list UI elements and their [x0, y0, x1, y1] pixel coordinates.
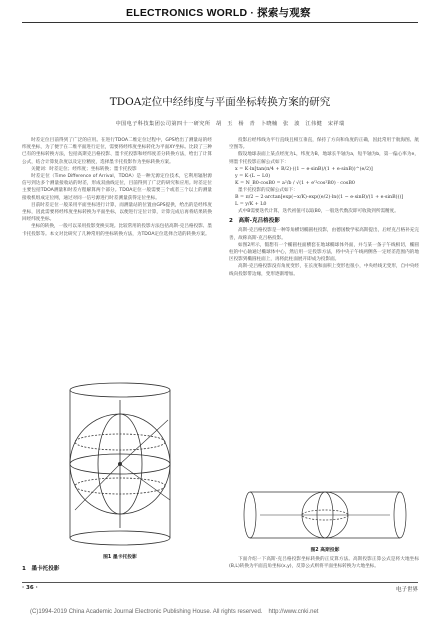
running-title: ELECTRONICS WORLD · 探索与观察 [126, 7, 311, 19]
left-column [22, 137, 212, 238]
body-paragraph: 投影后经纬线为平行直线且相互垂直，保持了方向和角度的正确，因此常用于航海图、航空图等。 [229, 138, 419, 151]
body-paragraph: 目前时差定位一般采用平面坐标进行计算，而测量站的位置由GPS提供，给出的是经纬度坐标，因此需要将经纬度坐标转换为平面坐标，以便进行定位计算，计算完成后再将结果转换回经纬度坐标。 [22, 202, 212, 223]
formula-line: x = K·ln[tan(π/4 + B/2)·((1 − e·sinB)/(1 + e·sinB))^(e/2)] [235, 166, 373, 172]
body-paragraph: 如图2所示，假想有一个椭圆柱面横套在地球椭球体外面，并与某一条子午线相切，椭圆柱的中心轴通过椭球体中心，然后用一定投影方法，将中央子午线两侧各一定经差范围内的地区投影到椭圆柱面上，再将此柱面展开即成为投影面。 [229, 242, 419, 263]
figure-1-caption: 图1 墨卡托投影 [103, 555, 137, 560]
abstract-paragraph: 时差定位目前得到了广泛的应用。在进行TDOA二维定位过程中，GPS给出了测量站的经纬度坐标，为了便于在二维平面进行定位，需要将经纬度坐标转化为平面XY坐标。比较了三种已有的坐标转换方法，包括高斯克吕格投影、墨卡托投影和经纬度差分转换方法，给出了计算公式，结合计算复杂度以及定位精度，选择墨卡托投影作为坐标转换方案。 [22, 138, 212, 165]
formula-line: L = y/K + L0 [235, 202, 267, 208]
right-column-continued [229, 556, 419, 570]
formula-line: B = π/2 − 2·arctan[exp(−x/K)·exp((e/2)·ln((1 − e·sinB)/(1 + e·sinB)))] [235, 195, 404, 201]
section-1-heading: 1 墨卡托投影 [22, 566, 60, 572]
figure-2-caption: 图2 高斯投影 [310, 548, 340, 553]
page-header [0, 0, 440, 24]
page-footer [22, 582, 418, 600]
body-paragraph: 假设地球表面上某点经度为L，纬度为B，地球长半轴为a，短半轴为b，第一偏心率为e，则墨卡托投影正解公式如下： [229, 152, 419, 165]
section-2-heading: 2 高斯-克吕格投影 [229, 218, 280, 225]
footer-rule [22, 582, 418, 583]
article-authors: 中国电子科技集团公司第四十一研究所 胡 玉 杨 青 卜晓楠 张 波 江伟健 宋祥瑞 [115, 121, 345, 127]
projection-ray [75, 464, 120, 510]
body-paragraph: 墨卡托投影的反解公式如下： [238, 187, 298, 193]
formula-line: y = K·(L − L0) [235, 173, 271, 179]
body-paragraph: 时差定位（Time Difference of Arrival，TDOA）是一种无源定位技术，它利用辐射源信号到达多个测量接收站的时差，形成双曲线定位，目前得到了广泛的研究和应用。时差定位主要包括TDOA测量和时差方程解算两个部分。TDOA定位一般需要三个或者三个以上的测量接收机组成定位网，通过对同一信号源进行时差测量获得定位坐标。 [22, 174, 212, 201]
left-column-section-1 [22, 563, 212, 575]
projection-ray [120, 420, 168, 464]
right-column [229, 137, 419, 278]
body-paragraph: 下面介绍一下高斯-克吕格投影坐标转换的正反算方法。高斯投影正算公式是将大地坐标(B,L)转换为平面直角坐标(x,y)，反算公式则将平面坐标转换为大地坐标。 [229, 557, 419, 570]
globe-center [118, 462, 122, 466]
cylinder-bottom [70, 531, 170, 545]
cylinder-top [70, 383, 170, 397]
gauss-projection-figure [240, 486, 410, 544]
article-title: TDOA定位中经纬度与平面坐标转换方案的研究 [109, 96, 331, 108]
header-rule [22, 22, 418, 23]
formula-line: K = N_B0·cosB0 = a²/b / √(1 + e'²cos²B0) · cosB0 [235, 180, 355, 186]
body-paragraph: 高斯-克吕格投影没有角度变形，在长度和面积上变形也很小，中央经线无变形，自中央经线向投影带边缘，变形逐渐增加。 [229, 264, 419, 277]
body-paragraph: 高斯-克吕格投影是一种等角横切椭圆柱投影，由德国数学家高斯提出，后经克吕格补充完善，故称高斯-克吕格投影。 [229, 228, 419, 241]
mercator-projection-figure [40, 380, 200, 550]
body-paragraph: 式中B需要迭代计算，迭代初值可以取B0，一般迭代数次即可收敛到所需精度。 [238, 209, 399, 215]
journal-name: 电子世界 [395, 587, 418, 593]
copyright-notice: (C)1994-2019 China Academic Journal Electronic Publishing House. All rights reserved. http://www.cnki.net [30, 609, 319, 615]
cylinder-right-end [394, 492, 406, 538]
body-paragraph: 坐标的转换，一般可以采用投影变换实现。比较常用的投影方法包括高斯-克吕格投影、墨卡托投影等。本文对比研究了几种常用的坐标转换方法，为TDOA定位选择合适的转换方案。 [22, 224, 212, 237]
page-number: · 36 · [22, 585, 38, 591]
keywords-paragraph: 关键词：时差定位；经纬度；坐标转换；墨卡托投影 [31, 166, 137, 172]
cylinder-left-end [244, 492, 256, 538]
